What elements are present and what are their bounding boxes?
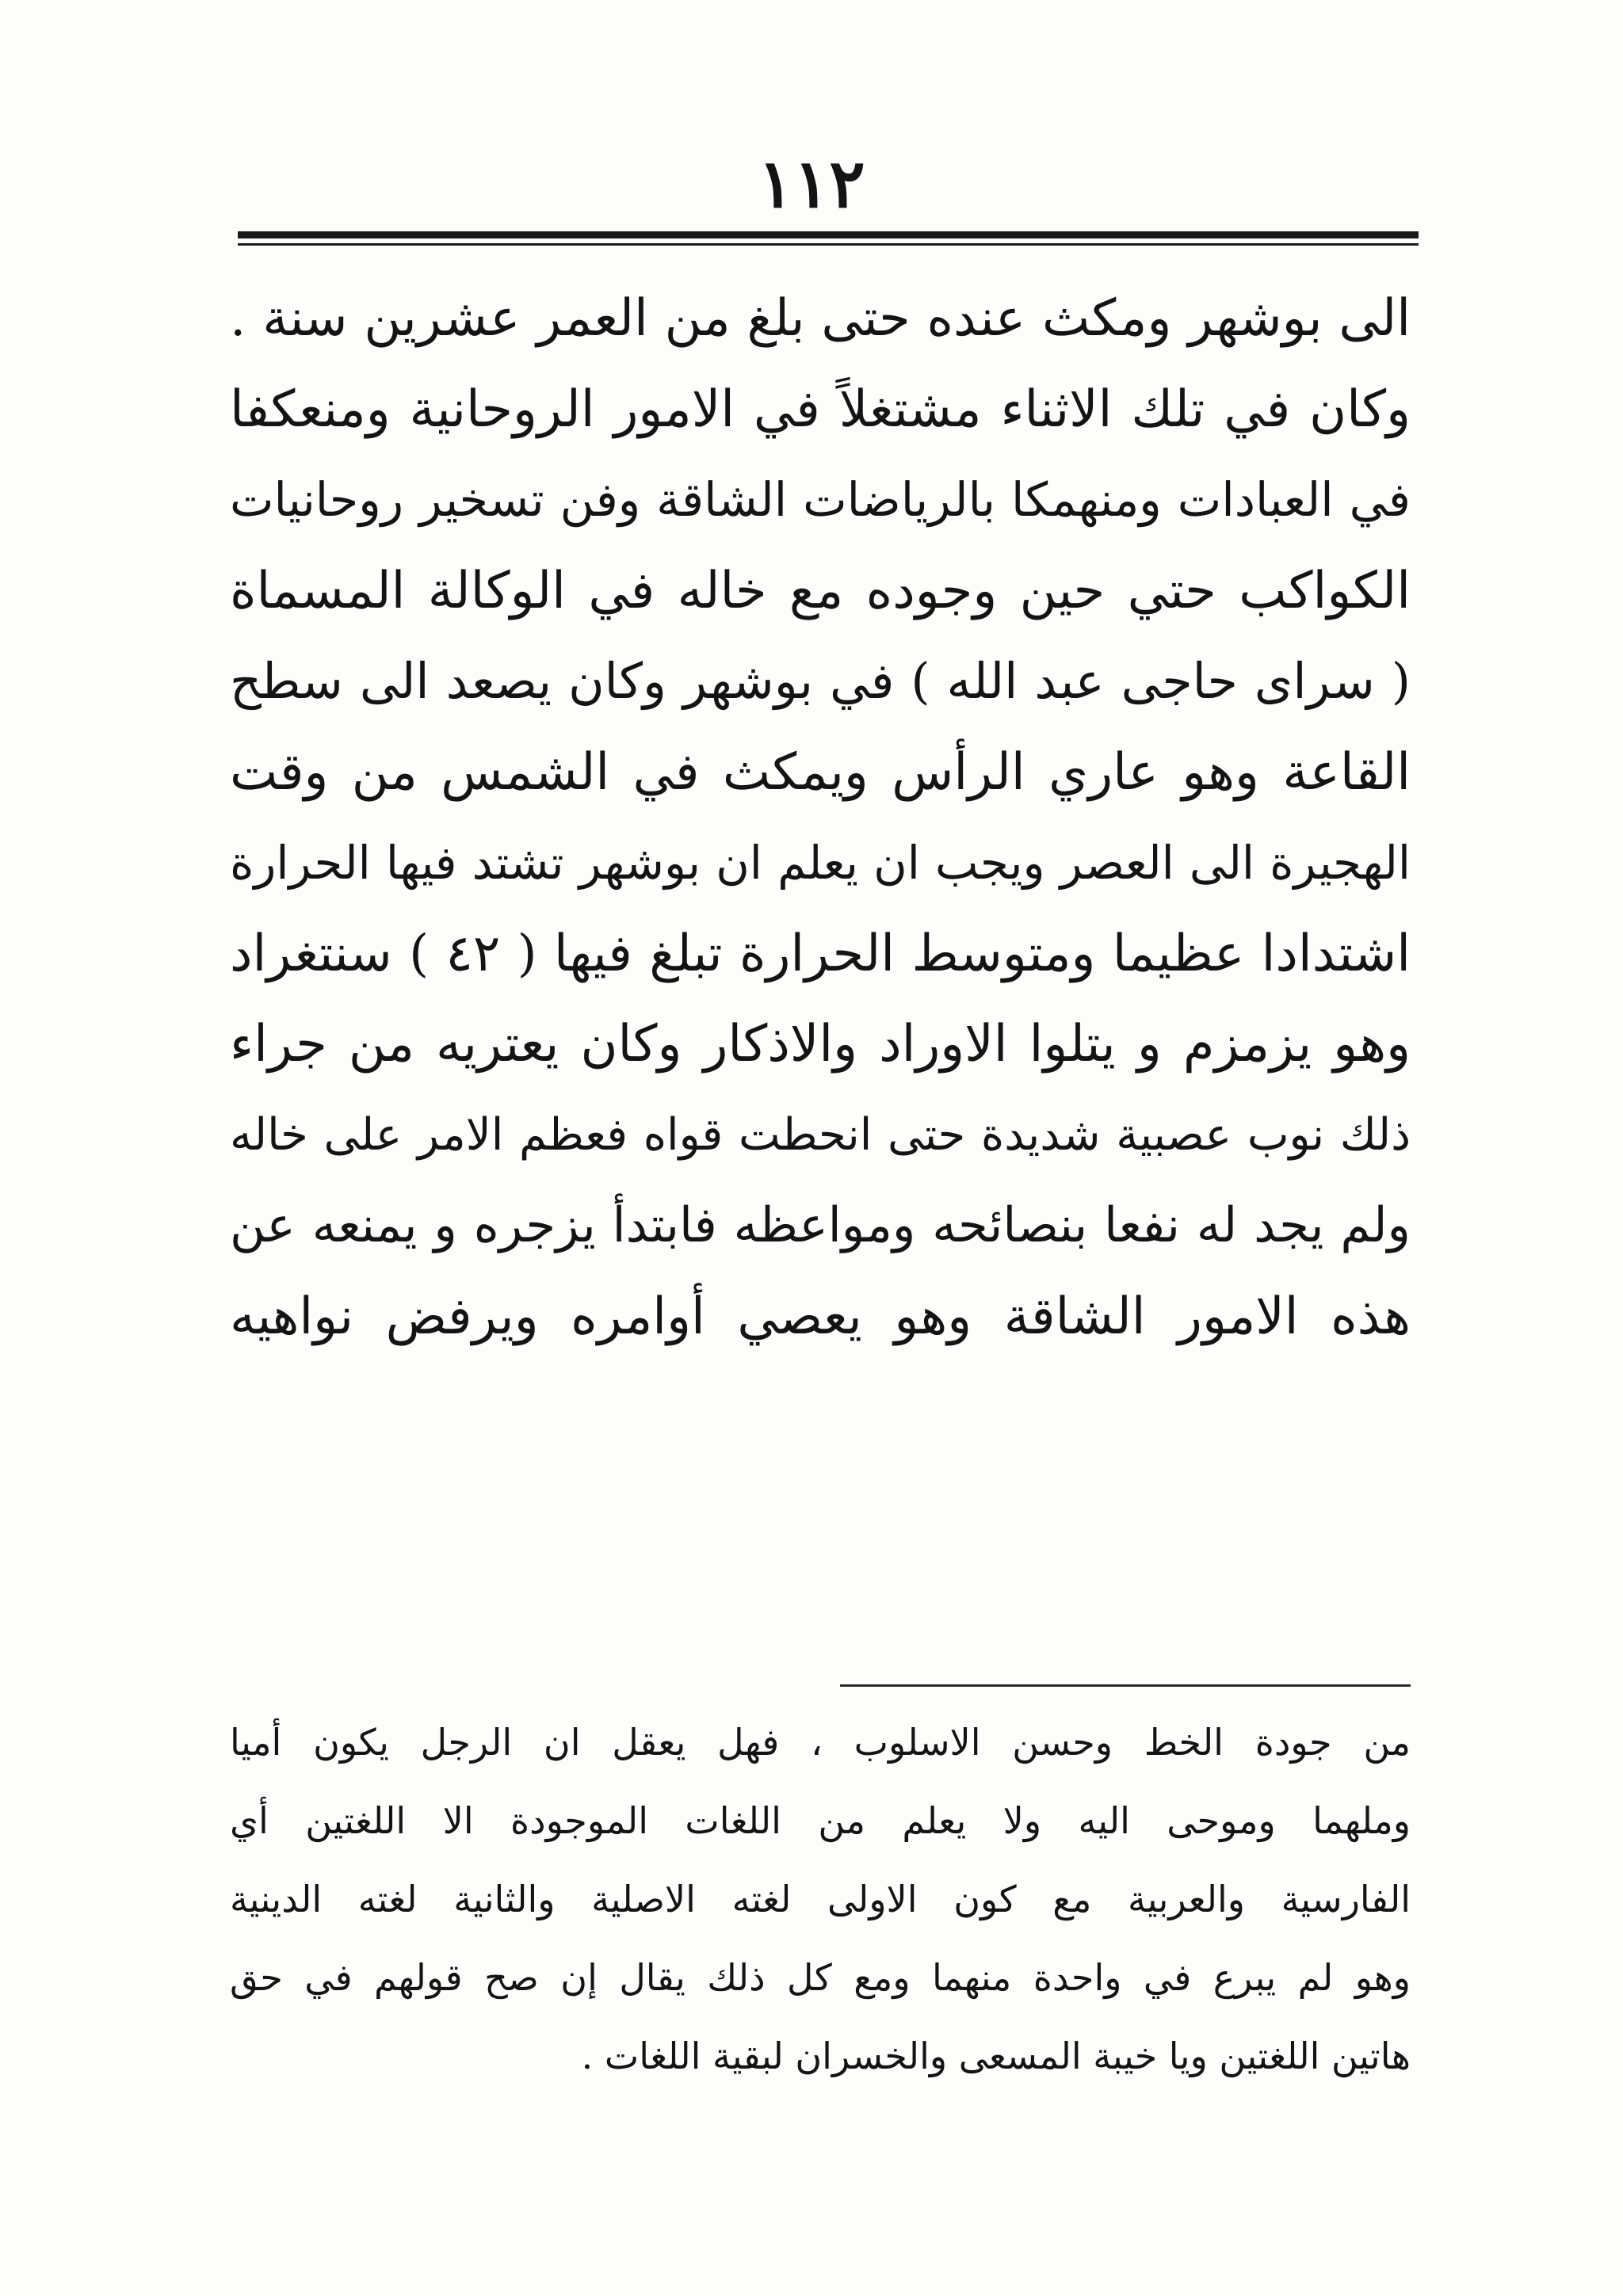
body-line: الكواكب حتي حين وجوده مع خاله في الوكالة المسماة (230, 561, 1411, 620)
body-line: هذه الامور الشاقة وهو يعصي أوامره ويرفض نواهيه (230, 1287, 1411, 1346)
footnote-line: هاتين اللغتين ويا خيبة المسعى والخسران لبقية اللغات . (581, 2035, 1411, 2077)
footnote-line: وملهما وموحى اليه ولا يعلم من اللغات الموجودة الا اللغتين أي (230, 1799, 1411, 1842)
footnote-line: وهو لم يبرع في واحدة منهما ومع كل ذلك يقال إن صح قولهم في حق (230, 1956, 1411, 1999)
body-line: وكان في تلك الاثناء مشتغلاً في الامور الروحانية ومنعكفا (230, 379, 1411, 439)
header-rule-thick (238, 231, 1419, 238)
body-line: ولم يجد له نفعا بنصائحه ومواعظه فابتدأ يزجره و يمنعه عن (230, 1197, 1411, 1253)
body-line: الى بوشهر ومكث عنده حتى بلغ من العمر عشرين سنة . (230, 289, 1411, 348)
body-line: ذلك نوب عصبية شديدة حتى انحطت قواه فعظم الامر على خاله (230, 1108, 1411, 1161)
body-line: وهو يزمزم و يتلوا الاوراد والاذكار وكان يعتريه من جراء (230, 1015, 1411, 1074)
footnote-line: من جودة الخط وحسن الاسلوب ، فهل يعقل ان الرجل يكون أميا (230, 1721, 1411, 1764)
main-text-block (230, 273, 1411, 1362)
footnote-block (230, 1703, 1411, 2096)
body-line: الهجيرة الى العصر ويجب ان يعلم ان بوشهر تشتد فيها الحرارة (230, 836, 1411, 890)
footnote-separator (840, 1684, 1411, 1687)
page-number: ١١٢ (758, 144, 865, 223)
body-line: في العبادات ومنهمكا بالرياضات الشاقة وفن تسخير روحانيات (230, 472, 1411, 527)
body-line: القاعة وهو عاري الرأس ويمكث في الشمس من وقت (230, 742, 1411, 802)
footnote-line: الفارسية والعربية مع كون الاولى لغته الاصلية والثانية لغته الدينية (230, 1878, 1411, 1920)
header-rule-thin (238, 243, 1419, 246)
header-double-rule (238, 231, 1419, 246)
body-line: ( سراى حاجى عبد الله ) في بوشهر وكان يصعد الى سطح (230, 652, 1411, 710)
body-line: اشتدادا عظيما ومتوسط الحرارة تبلغ فيها ( ٤٢ ) سنتغراد (230, 924, 1411, 983)
